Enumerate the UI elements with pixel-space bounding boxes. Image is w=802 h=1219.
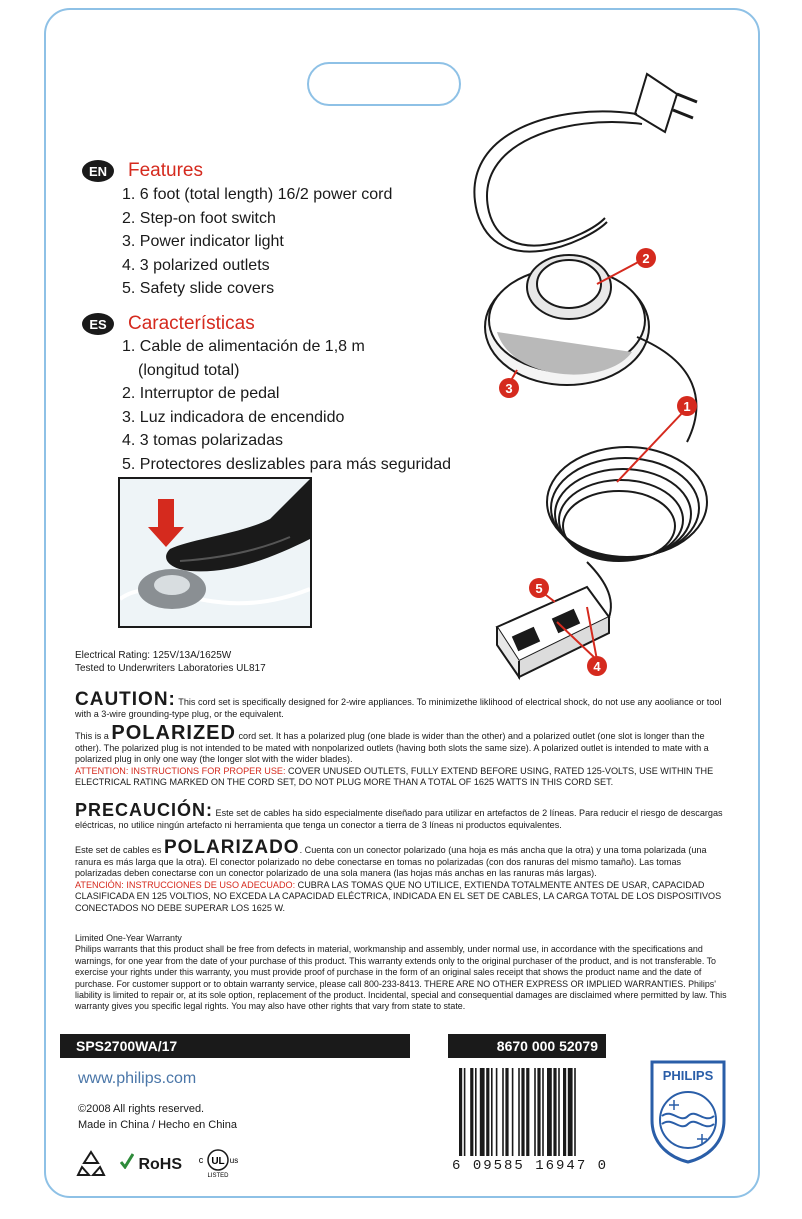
power-cord-illustration: [437, 62, 737, 692]
barcode-bar: [475, 1068, 477, 1156]
feature-item: 1. Cable de alimentación de 1,8 m: [122, 338, 365, 355]
polarizado-section: [75, 837, 727, 915]
barcode-bar: [480, 1068, 485, 1156]
attention-text: COVER UNUSED OUTLETS, FULLY EXTEND BEFORE USING, RATED 125-VOLTS, USE WITHIN THE ELECTRICAL RATING MARKED ON THE CORD SET, DO NOT PLUG MORE THAN A TOTAL OF 1625 WATTS IN THIS CORD SET.: [75, 765, 714, 788]
barcode-bar: [542, 1068, 544, 1156]
features-title-en: Features: [128, 160, 203, 181]
polarized-section: [75, 722, 727, 789]
website-link[interactable]: www.philips.com: [78, 1070, 197, 1087]
features-header-es: [82, 313, 255, 335]
rohs-mark: [120, 1153, 182, 1174]
language-badge-es: ES: [82, 313, 114, 335]
callout-1: 1: [683, 399, 691, 414]
barcode-bar: [574, 1068, 576, 1156]
features-list-en: [122, 183, 392, 301]
barcode-number: [452, 1158, 608, 1174]
foot-switch-photo: [118, 477, 312, 628]
features-title-es: Características: [128, 313, 255, 334]
barcode-bar: [563, 1068, 566, 1156]
polarized-heading: POLARIZED: [111, 722, 236, 744]
ul-listed: LISTED: [207, 1173, 229, 1178]
feature-item: 5. Protectores deslizables para más seguridad: [122, 455, 452, 473]
barcode-digits: 09585 16947: [472, 1158, 588, 1174]
precaucion-text: Este set de cables ha sido especialmente diseñado para utilizar en artefactos de 2 líneas. Para reducir el riesgo de descargas eléctricas, no utilice ningún artefacto ni herramienta que tenga un conector a tierra de 3 líneas ni productos equivalentes.: [75, 808, 723, 830]
polarizado-heading: POLARIZADO: [163, 837, 300, 858]
rating-line: Electrical Rating: 125V/13A/1625W: [75, 650, 232, 661]
barcode-bar: [547, 1068, 552, 1156]
ul-listed-icon: [196, 1148, 240, 1178]
barcode-bar: [537, 1068, 540, 1156]
feature-item: (longitud total): [138, 361, 240, 379]
sku-bar: SPS2700WA/17: [60, 1034, 410, 1058]
barcode-bar: [558, 1068, 560, 1156]
barcode-bar: [518, 1068, 520, 1156]
press-arrow-icon: [148, 499, 184, 547]
barcode-bar: [470, 1068, 473, 1156]
philips-wordmark: PHILIPS: [662, 1068, 714, 1083]
callout-5: 5: [535, 581, 543, 596]
barcode-bar: [459, 1068, 462, 1156]
polarized-pre: This is a: [75, 731, 109, 741]
caution-section: [75, 689, 727, 720]
features-list-es: [122, 335, 451, 476]
copyright-block: [78, 1101, 237, 1133]
barcode-bar: [521, 1068, 524, 1156]
barcode-bar: [464, 1068, 466, 1156]
checkmark-icon: [120, 1153, 134, 1169]
philips-logo: [648, 1058, 728, 1164]
attention-label: ATTENTION: INSTRUCTIONS FOR PROPER USE:: [75, 765, 286, 776]
foot-switch-photo-art: [120, 479, 310, 626]
barcode-bar: [502, 1068, 504, 1156]
callout-3: 3: [505, 381, 513, 396]
ul-c: c: [198, 1155, 204, 1165]
feature-item: 2. Step-on foot switch: [122, 209, 276, 227]
product-code-bar: 8670 000 52079: [448, 1034, 606, 1058]
barcode: [455, 1064, 613, 1164]
rating-line: Tested to Underwriters Laboratories UL817: [75, 663, 266, 674]
warranty-text: Philips warrants that this product shall be free from defects in material, workmanship and assembly, under normal use, in accordance with the specifications and warnings, for one year from the date of your purchase of this product. This warranty extends only to the original purchaser of the product, and is not transferable. To exercise your rights under this warranty, you must provide proof of purchase in the form of an original sales receipt that shows the product name and the date of purchase. For customer support or to obtain warranty service, please call 800-233-8413. THERE ARE NO OTHER EXPRESS OR IMPLIED WARRANTIES. Philips' liability is limited to repair or, at its sole option, replacement of the product. Incidental, special and consequential damages are disclaimed where permitted by law. This warranty gives you specific legal rights. You may also have other rights that vary from state to state.: [75, 944, 727, 1012]
rohs-label: RoHS: [138, 1155, 183, 1173]
electrical-rating: [75, 649, 266, 675]
barcode-bar: [568, 1068, 573, 1156]
feature-item: 3. Power indicator light: [122, 233, 284, 250]
recycle-icon: [76, 1149, 106, 1177]
polarizado-text: . Cuenta con un conector polarizado (una hoja es más ancha que la otra) y una toma polarizada (una ranura es más larga que la otra). El conector polarizado no debe conectarse en tomas no polarizadas (con dos ranuras del mismo tamaño). Las tomas polarizadas deben conectarse con un conector polarizado de una sola manera (las hojas más anchas en las ranuras más largas).: [75, 845, 707, 879]
barcode-bar: [505, 1068, 508, 1156]
language-badge-en: EN: [82, 160, 114, 182]
polarized-text: cord set. It has a polarized plug (one blade is wider than the other) and a polarized outlet (one slot is longer than the other). The polarized plug is not intended to be mated with nonpolarized outlets (having both slots the same size). A polarized outlet is intended to mate with a polarized plug in only one way (the longer slot with the wider blades).: [75, 731, 709, 765]
feature-item: 1. 6 foot (total length) 16/2 power cord: [122, 186, 393, 203]
caution-text: This cord set is specifically designed for 2-wire appliances. To minimizethe liklihood of electrical shock, do not use any aooliance or tool with a 3-wire grounding-type plug, or the equivalent.: [75, 697, 722, 719]
atencion-text: CUBRA LAS TOMAS QUE NO UTILICE, EXTIENDA TOTALMENTE ANTES DE USAR, CAPACIDAD CLASIFICADA EN 125 VOLTIOS, NO EXCEDA LA CAPACIDAD ELÉCTRICA, INDICADA EN EL SET DE CABLES, LA CARGA TOTAL DE LOS DISPOSITIVOS CONECTADOS NO DEBE SUPERAR LOS 1625 W.: [75, 879, 722, 913]
certification-marks: [76, 1148, 240, 1178]
feature-item: 3. Luz indicadora de encendido: [122, 408, 345, 426]
copyright: ©2008 All rights reserved.: [78, 1103, 205, 1115]
barcode-last-digit: 0: [597, 1158, 609, 1174]
feature-item: 5. Safety slide covers: [122, 280, 275, 297]
barcode-bar: [486, 1068, 489, 1156]
feature-item: 2. Interruptor de pedal: [122, 385, 280, 402]
barcode-bar: [553, 1068, 556, 1156]
callout-2: 2: [642, 251, 650, 266]
barcode-bar: [534, 1068, 536, 1156]
atencion-label: ATENCIÓN: INSTRUCCIONES DE USO ADECUADO:: [75, 879, 296, 890]
feature-item: 4. 3 polarized outlets: [122, 256, 270, 274]
warranty-title: Limited One-Year Warranty: [75, 933, 182, 943]
barcode-bar: [512, 1068, 514, 1156]
feature-item: 4. 3 tomas polarizadas: [122, 432, 283, 449]
precaucion-heading: PRECAUCIÓN:: [75, 800, 214, 820]
ul-mark: UL: [211, 1156, 225, 1167]
made-in: Made in China / Hecho en China: [78, 1119, 237, 1131]
caution-heading: CAUTION:: [75, 689, 176, 710]
barcode-bar: [526, 1068, 529, 1156]
features-header-en: [82, 160, 203, 182]
barcode-bar: [491, 1068, 493, 1156]
precaucion-section: [75, 800, 727, 831]
callout-4: 4: [593, 659, 601, 674]
warranty-section: [75, 933, 727, 1013]
barcode-bar: [496, 1068, 498, 1156]
polarizado-pre: Este set de cables es: [75, 845, 162, 855]
barcode-first-digit: 6: [452, 1158, 463, 1174]
ul-us: us: [229, 1156, 239, 1165]
